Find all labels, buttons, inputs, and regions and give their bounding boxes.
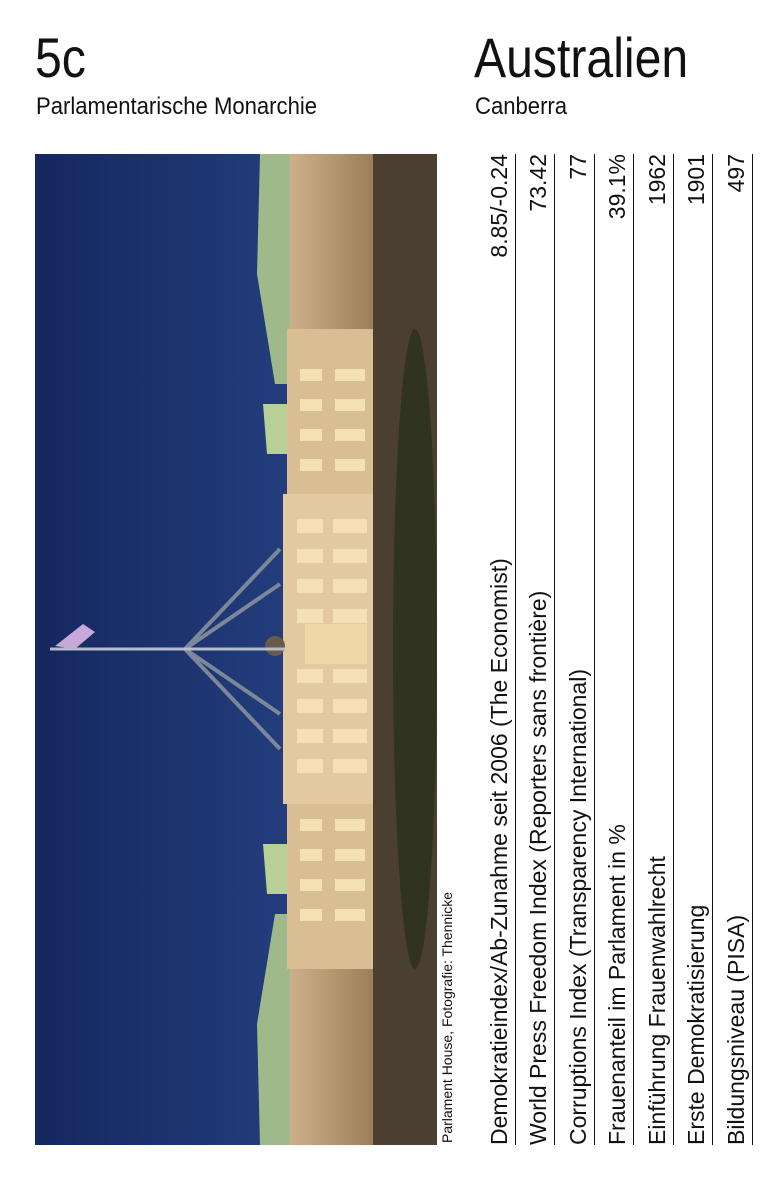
stat-label: Erste Demokratisierung bbox=[683, 904, 709, 1145]
country-name: Australien bbox=[474, 26, 689, 89]
stat-value: 73.42 bbox=[525, 154, 551, 212]
stat-label: Demokratieindex/Ab-Zunahme seit 2006 (The Economist) bbox=[485, 558, 512, 1145]
stat-value: 1962 bbox=[643, 154, 670, 206]
stat-label: Bildungsniveau (PISA) bbox=[722, 914, 749, 1145]
capital-name: Canberra bbox=[475, 93, 568, 120]
card-code: 5c bbox=[35, 26, 86, 89]
photo-caption: Parlament House, Fotografie: Thennicke bbox=[439, 891, 455, 1143]
stat-value: 77 bbox=[564, 154, 591, 180]
stat-label: World Press Freedom Index (Reporters sans frontière) bbox=[525, 590, 551, 1145]
stat-row bbox=[713, 154, 753, 1145]
parliament-house-photo bbox=[35, 154, 437, 1145]
stat-label: Frauenanteil im Parlament in % bbox=[604, 824, 630, 1145]
government-type: Parlamentarische Monarchie bbox=[36, 93, 318, 120]
stat-value: 497 bbox=[722, 154, 749, 193]
stat-row bbox=[634, 154, 674, 1145]
stat-row bbox=[555, 154, 595, 1145]
stat-row bbox=[595, 154, 635, 1145]
stat-row bbox=[476, 154, 516, 1145]
stat-row bbox=[674, 154, 714, 1145]
stat-value: 1901 bbox=[683, 154, 709, 206]
stat-value: 39.1% bbox=[604, 154, 630, 220]
stat-value: 8.85/-0.24 bbox=[485, 154, 512, 258]
stat-label: Corruptions Index (Transparency International) bbox=[564, 669, 591, 1145]
stats-table bbox=[476, 154, 753, 1145]
stat-row bbox=[516, 154, 556, 1145]
stat-label: Einführung Frauenwahlrecht bbox=[643, 856, 670, 1145]
